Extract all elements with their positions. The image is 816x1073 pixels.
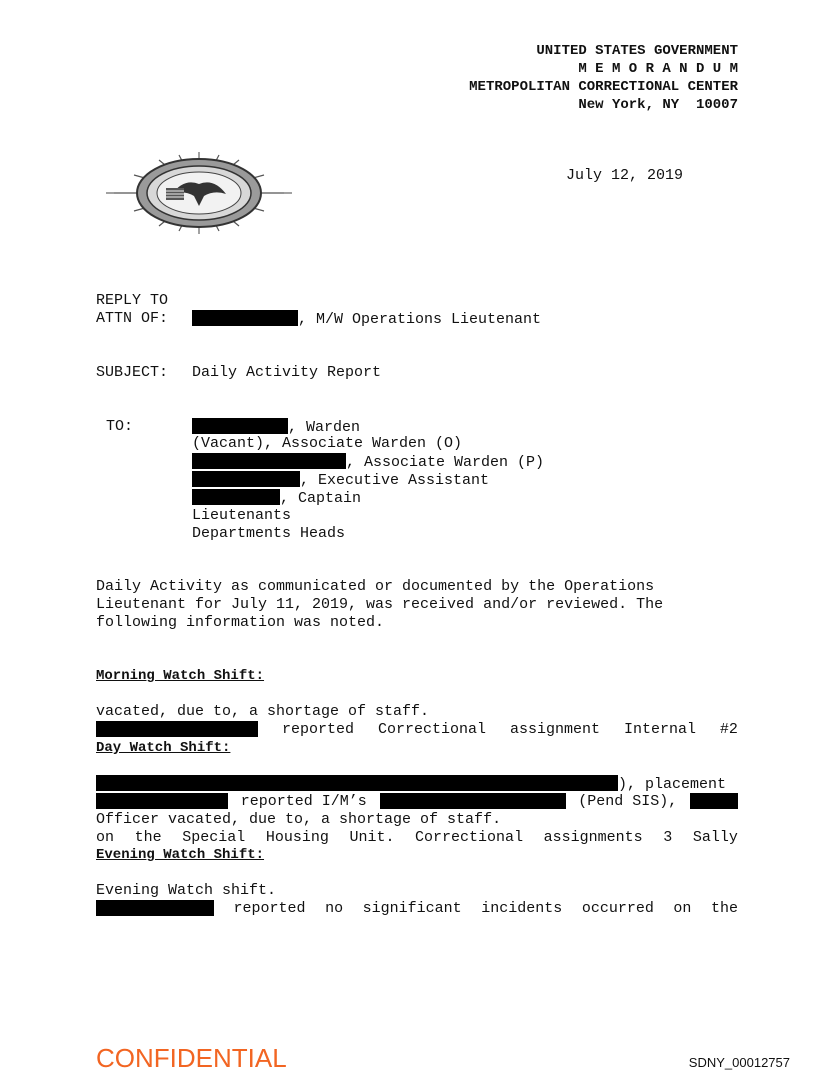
word: occurred xyxy=(581,900,654,917)
reply-to-label: REPLY TO xyxy=(96,292,169,309)
redaction-bar xyxy=(96,775,618,791)
word: Housing xyxy=(265,829,329,846)
header-line-1: UNITED STATES GOVERNMENT xyxy=(536,43,738,59)
to-warden-title: , Warden xyxy=(288,419,361,436)
word: #2 xyxy=(719,721,738,738)
day-watch-placement: ), placement xyxy=(618,776,727,793)
to-exec-assistant-title: , Executive Assistant xyxy=(300,472,490,489)
to-lieutenants: Lieutenants xyxy=(192,507,292,524)
word: significant xyxy=(362,900,462,917)
attn-of-title: , M/W Operations Lieutenant xyxy=(298,311,542,328)
attn-of-value xyxy=(192,310,541,329)
to-assoc-warden-o: (Vacant), Associate Warden (O) xyxy=(192,435,463,452)
to-assoc-warden-p xyxy=(192,453,544,472)
word: the xyxy=(134,829,162,846)
to-assoc-warden-p-title: , Associate Warden (P) xyxy=(346,454,545,471)
morning-watch-line-2: vacated, due to, a shortage of staff. xyxy=(96,703,430,720)
day-watch-pend: (Pend SIS), xyxy=(578,793,678,810)
intro-line-1: Daily Activity as communicated or documented by the Operations xyxy=(96,578,655,595)
to-label: TO: xyxy=(106,418,134,435)
word: the xyxy=(710,900,738,917)
day-watch-heading: Day Watch Shift: xyxy=(96,740,231,756)
memo-date: July 12, 2019 xyxy=(566,167,684,184)
word: 3 xyxy=(663,829,673,846)
redaction-bar xyxy=(192,418,288,434)
word: Internal xyxy=(623,721,696,738)
day-watch-reported: reported I/M’s xyxy=(240,793,367,810)
word: on xyxy=(673,900,692,917)
word: assignment xyxy=(509,721,600,738)
to-department-heads: Departments Heads xyxy=(192,525,346,542)
word: incidents xyxy=(481,900,563,917)
redaction-bar xyxy=(192,471,300,487)
subject-value: Daily Activity Report xyxy=(192,364,382,381)
word: Unit. xyxy=(349,829,395,846)
attn-of-label: ATTN OF: xyxy=(96,310,169,327)
intro-line-2: Lieutenant for July 11, 2019, was received and/or reviewed. The xyxy=(96,596,664,613)
word: Correctional xyxy=(415,829,524,846)
confidential-stamp: CONFIDENTIAL xyxy=(96,1043,287,1073)
redaction-bar xyxy=(192,310,298,326)
word: on xyxy=(96,829,115,846)
redaction-bar xyxy=(96,721,258,737)
evening-watch-heading: Evening Watch Shift: xyxy=(96,847,265,863)
intro-line-3: following information was noted. xyxy=(96,614,385,631)
evening-watch-line-1 xyxy=(96,864,738,936)
subject-label: SUBJECT: xyxy=(96,364,169,381)
header-line-4: New York, NY 10007 xyxy=(578,97,738,113)
morning-watch-heading: Morning Watch Shift: xyxy=(96,668,265,684)
to-exec-assistant xyxy=(192,471,489,490)
word: no xyxy=(325,900,344,917)
header-line-3: METROPOLITAN CORRECTIONAL CENTER xyxy=(469,79,738,95)
header-line-2: M E M O R A N D U M xyxy=(578,61,738,77)
word: assignments xyxy=(543,829,643,846)
evening-watch-line-2: Evening Watch shift. xyxy=(96,882,277,899)
doj-seal-icon xyxy=(86,132,276,218)
to-captain-title: , Captain xyxy=(280,490,362,507)
word: Sally xyxy=(692,829,738,846)
redaction-bar xyxy=(192,489,280,505)
day-watch-line-2 xyxy=(96,775,726,794)
bates-number: SDNY_00012757 xyxy=(688,1055,790,1070)
to-captain xyxy=(192,489,361,508)
redaction-bar xyxy=(96,900,214,916)
word: reported xyxy=(233,900,306,917)
word: reported xyxy=(281,721,354,738)
word: Special xyxy=(182,829,246,846)
redaction-bar xyxy=(192,453,346,469)
word: Correctional xyxy=(377,721,486,738)
day-watch-line-4: Officer vacated, due to, a shortage of staff. xyxy=(96,811,502,828)
